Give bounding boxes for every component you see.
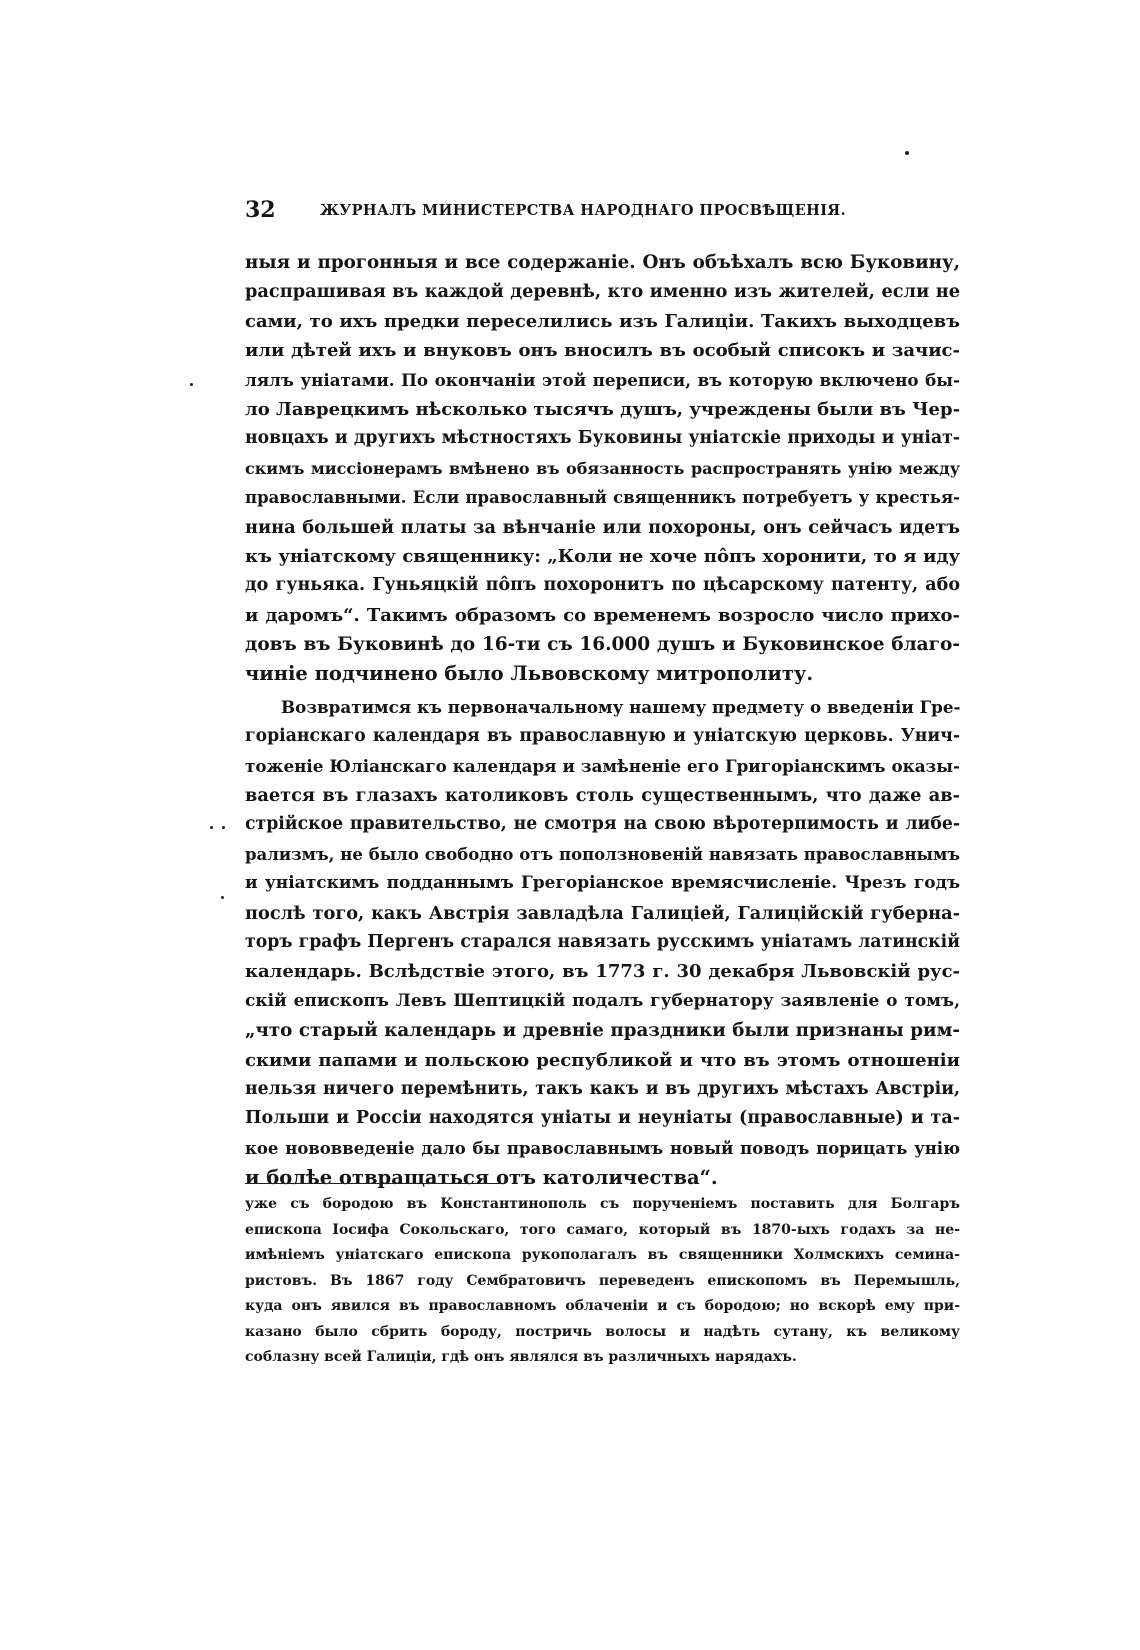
text-line: ныя и прогонныя и все содержаніе. Онъ объѣхалъ всю Буковину, (245, 252, 960, 273)
text-line: скимъ миссіонерамъ вмѣнено въ обязанность распространять унію между (245, 458, 960, 478)
text-line: Польши и Россіи находятся уніаты и неуніаты (православные) и та- (245, 1108, 960, 1129)
text-line: рализмъ, не было свободно отъ поползновеній навязать православнымъ (245, 844, 960, 864)
print-speck (221, 896, 224, 899)
text-line: или дѣтей ихъ и внуковъ онъ вносилъ въ особый списокъ и зачис- (245, 340, 960, 362)
text-line: новцахъ и другихъ мѣстностяхъ Буковины уніатскіе приходы и уніат- (245, 428, 960, 449)
footnote-line: епископа Іосифа Сокольскаго, того самаго, который въ 1870-ыхъ годахъ за не- (245, 1221, 960, 1238)
footnote (245, 1192, 960, 1371)
text-line: къ уніатскому священнику: „Коли не хоче пôпъ хоронити, то я иду (245, 545, 960, 567)
text-line: нельзя ничего перемѣнить, такъ какъ и въ другихъ мѣстахъ Австріи, (245, 1078, 960, 1099)
text-line: и даромъ“. Такимъ образомъ со временемъ возросло число прихо- (245, 604, 960, 626)
footnote-line: казано было сбрить бороду, постричь волосы и надѣть сутану, къ великому (245, 1323, 960, 1340)
text-line: ло Лаврецкимъ нѣсколько тысячъ душъ, учреждены были въ Чер- (245, 398, 961, 420)
page-header (245, 198, 960, 228)
print-speck (210, 826, 213, 829)
text-line: календарь. Вслѣдствіе этого, въ 1773 г. 30 декабря Львовскій рус- (245, 961, 960, 983)
footnote-line: соблазну всей Галиціи, гдѣ онъ являлся въ различныхъ нарядахъ. (245, 1349, 797, 1365)
text-line: „что старый календарь и древніе праздники были признаны рим- (245, 1020, 960, 1042)
text-line: стрійское правительство, не смотря на свою вѣротерпимость и либе- (245, 814, 960, 835)
footnote-line: уже съ бородою въ Константинополь съ порученіемъ поставить для Болгаръ (245, 1196, 960, 1212)
main-text (245, 248, 960, 1193)
text-line: послѣ того, какъ Австрія завладѣла Галиціей, Галицiйскій губерна- (245, 902, 960, 924)
text-line: и уніатскимъ подданнымъ Грегоріанское времясчисленіе. Чрезъ годъ (245, 873, 960, 894)
text-line: православными. Если православный священникъ потребуетъ у крестья- (245, 488, 960, 508)
text-line: до гуньяка. Гуньяцкій пôпъ похоронитъ по цѣсарскому патенту, або (245, 575, 960, 596)
footnote-line: куда онъ явился въ православномъ облаченіи и съ бородою; но вскорѣ ему при- (245, 1298, 960, 1314)
text-line: нина большей платы за вѣнчаніе или похороны, онъ сейчасъ идетъ (245, 516, 960, 538)
paragraph (245, 693, 960, 1193)
print-speck (905, 151, 909, 155)
text-line: довъ въ Буковинѣ до 16-ти съ 16.000 душъ и Буковинское благо- (245, 634, 960, 656)
text-line: вается въ глазахъ католиковъ столь существеннымъ, что даже ав- (245, 785, 960, 807)
text-line: тоженіе Юліанскаго календаря и замѣненіе его Григоріанскимъ оказы- (245, 755, 960, 776)
page-number: 32 (245, 197, 276, 223)
text-line: и болѣе отвращаться отъ католичества“. (245, 1166, 718, 1190)
text-line: скими папами и польскою республикой и что въ этомъ отношеніи (245, 1049, 960, 1071)
text-line: Возвратимся къ первоначальному нашему предмету о введеніи Гре- (281, 696, 961, 717)
text-line: чиніе подчинено было Львовскому митрополиту. (245, 662, 814, 686)
paragraph (245, 248, 960, 689)
running-head: ЖУРНАЛЪ МИНИСТЕРСТВА НАРОДНАГО ПРОСВѢЩЕНІЯ. (320, 202, 847, 219)
footnote-divider (245, 1183, 505, 1184)
text-line: скій епископъ Левъ Шептицкій подалъ губернатору заявленіе о томъ, (245, 990, 960, 1011)
text-line: кое нововведеніе дало бы православнымъ новый поводъ порицать унію (245, 1138, 960, 1158)
text-line: лялъ уніатами. По окончаніи этой переписи, въ которую включено бы- (245, 369, 960, 390)
text-line: горіанскаго календаря въ православную и уніатскую церковь. Унич- (245, 726, 960, 747)
text-line: распрашивая въ каждой деревнѣ, кто именно изъ жителей, если не (245, 281, 960, 303)
footnote-line: ристовъ. Въ 1867 году Сембратовичъ переведенъ епископомъ въ Перемышль, (245, 1272, 960, 1289)
text-line: сами, то ихъ предки переселились изъ Галиціи. Такихъ выходцевъ (245, 310, 960, 332)
footnote-line: имѣніемъ уніатскаго епископа рукополагалъ въ священники Холмскихъ семина- (245, 1247, 960, 1263)
print-speck (222, 826, 225, 829)
text-line: торъ графъ Пергенъ старался навязать русскимъ уніатамъ латинскій (245, 931, 960, 952)
print-speck (190, 383, 193, 386)
